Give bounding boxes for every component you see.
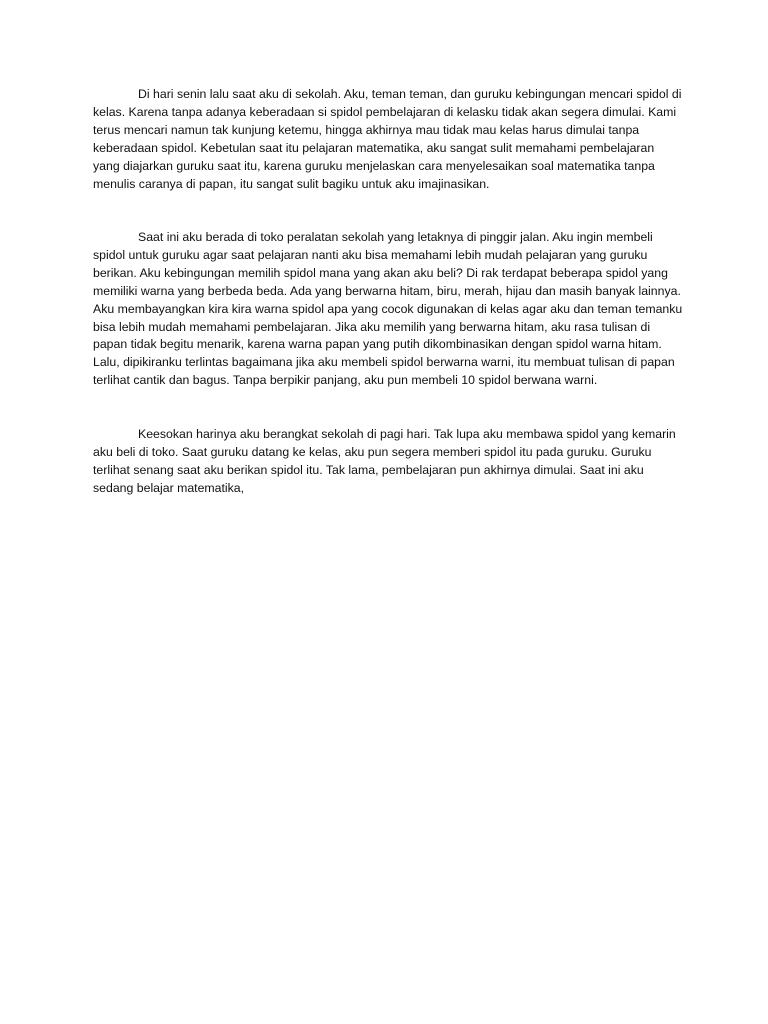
document-body	[93, 86, 683, 497]
paragraph-1: Di hari senin lalu saat aku di sekolah. Aku, teman teman, dan guruku kebingungan mencari spidol di kelas. Karena tanpa adanya keberadaan si spidol pembelajaran di kelasku tidak akan segera dimulai. Kami terus mencari namun tak kunjung ketemu, hingga akhirnya mau tidak mau kelas harus dimulai tanpa keberadaan spidol. Kebetulan saat itu pelajaran matematika, aku sangat sulit memahami pembelajaran yang diajarkan guruku saat itu, karena guruku menjelaskan cara menyelesaikan soal matematika tanpa menulis caranya di papan, itu sangat sulit bagiku untuk aku imajinasikan.	[93, 87, 682, 191]
paragraph-3: Keesokan harinya aku berangkat sekolah di pagi hari. Tak lupa aku membawa spidol yang kemarin aku beli di toko. Saat guruku datang ke kelas, aku pun segera memberi spidol itu pada guruku. Guruku terlihat senang saat aku berikan spidol itu. Tak lama, pembelajaran pun akhirnya dimulai. Saat ini aku sedang belajar matematika,	[93, 426, 676, 495]
paragraph-2: Saat ini aku berada di toko peralatan sekolah yang letaknya di pinggir jalan. Aku ingin membeli spidol untuk guruku agar saat pelajaran nanti aku bisa memahami lebih mudah pelajaran yang guruku berikan. Aku kebingungan memilih spidol mana yang akan aku beli? Di rak terdapat beberapa spidol yang memiliki warna yang berbeda beda. Ada yang berwarna hitam, biru, merah, hijau dan masih banyak lainnya. Aku membayangkan kira kira warna spidol apa yang cocok digunakan di kelas agar aku dan teman temanku bisa lebih mudah memahami pembelajaran. Jika aku memilih yang berwarna hitam, aku rasa tulisan di papan tidak begitu menarik, karena warna papan yang putih dikombinasikan dengan spidol warna hitam. Lalu, dipikiranku terlintas bagaimana jika aku membeli spidol berwarna warni, itu membuat tulisan di papan terlihat cantik dan bagus. Tanpa berpikir panjang, aku pun membeli 10 spidol berwana warni.	[93, 230, 683, 388]
